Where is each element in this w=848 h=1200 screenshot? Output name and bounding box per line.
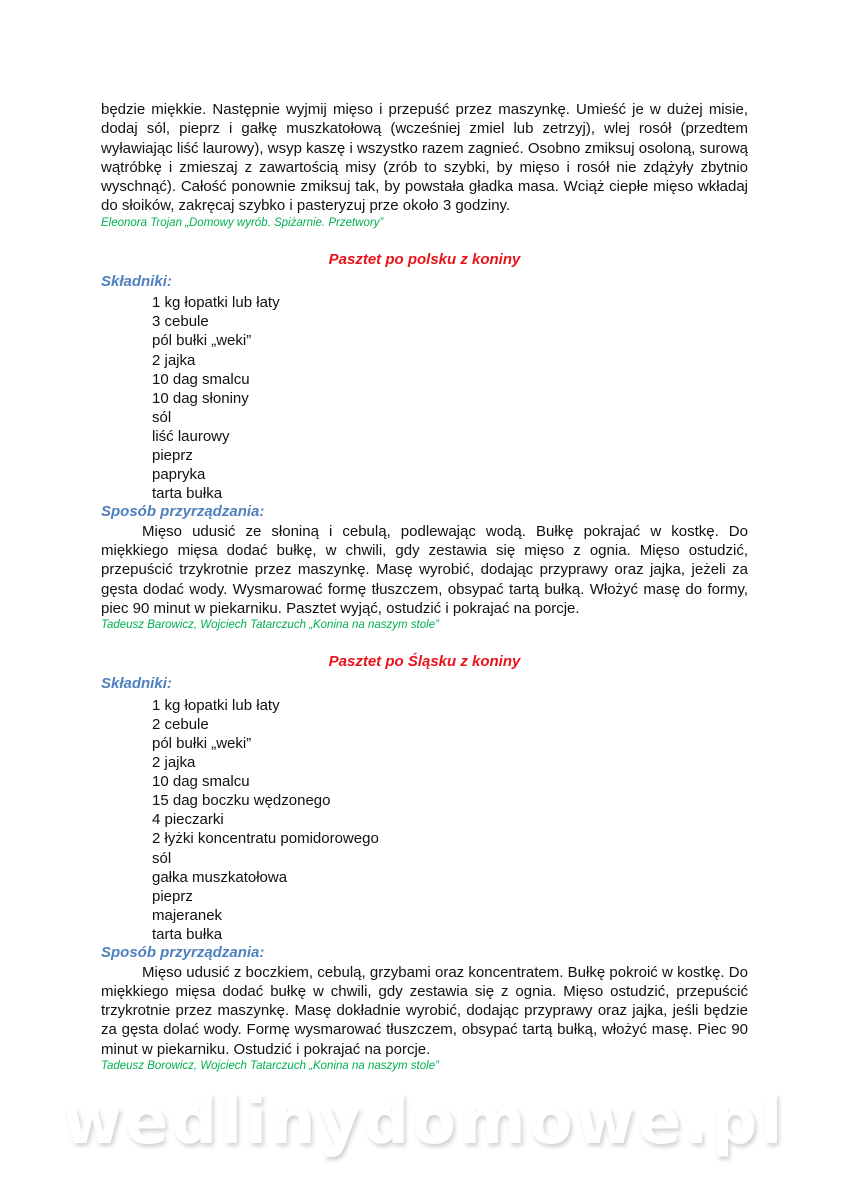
ingredient-item: 1 kg łopatki lub łaty xyxy=(152,696,280,714)
recipe-title: Pasztet po polsku z koniny xyxy=(328,250,521,268)
method-paragraph: Mięso udusić z boczkiem, cebulą, grzybami oraz koncentratem. Bułkę pokroić w kostkę. Do miękkiego mięsa dodać bułkę w chwili, gdy zestawia się z ognia. Mięso ostudzić, przepuścić trzykrotnie przez maszynkę. Masę dokładnie wyrobić, dodając przyprawy oraz jajka, jeśli będzie za gęsta dolać wody. Formę wysmarować tłuszczem, obsypać tartą bułką, włożyć masę. Piec 90 minut w piekarniku. Ostudzić i pokrajać na porcje. xyxy=(101,963,748,1058)
ingredient-item: pól bułki „weki” xyxy=(152,734,252,752)
recipe-citation: Tadeusz Borowicz, Wojciech Tatarczuch „Konina na naszym stole” xyxy=(101,1060,439,1072)
ingredient-item: 15 dag boczku wędzonego xyxy=(152,792,331,810)
ingredient-item: pieprz xyxy=(152,887,193,905)
recipe-polish xyxy=(101,250,748,633)
ingredient-item: 1 kg łopatki lub łaty xyxy=(152,294,280,312)
ingredient-item: 10 dag smalcu xyxy=(152,773,250,791)
ingredient-item: tarta bułka xyxy=(152,485,223,503)
recipe-citation: Tadeusz Barowicz, Wojciech Tatarczuch „Konina na naszym stole” xyxy=(101,619,439,632)
ingredient-item: 2 jajka xyxy=(152,351,196,369)
ingredient-item: gałka muszkatołowa xyxy=(152,868,288,886)
method-heading: Sposób przyrządzania: xyxy=(101,503,265,521)
ingredient-item: sól xyxy=(152,849,172,867)
ingredient-item: tarta bułka xyxy=(152,925,223,943)
ingredients-list xyxy=(101,293,748,503)
method-heading: Sposób przyrządzania: xyxy=(101,944,265,962)
ingredient-item: 2 cebule xyxy=(152,715,209,733)
intro-citation: Eleonora Trojan „Domowy wyrób. Spiżarnie. Przetwory” xyxy=(101,216,384,229)
ingredient-item: pieprz xyxy=(152,447,193,465)
method-paragraph: Mięso udusić ze słoniną i cebulą, podlewając wodą. Bułkę pokrajać w kostkę. Do miękkiego mięsa dodać bułkę, w chwili, gdy zestawia się mięso z ognia. Mięso ostudzić, przepuścić trzykrotnie przez maszynkę. Masę wyrobić, dodając przyprawy oraz jajka, jeżeli za gęsta dodać wody. Wysmarować formę tłuszczem, obsypać tartą bułką. Włożyć masę do formy, piec 90 minut w piekarniku. Pasztet wyjąć, ostudzić i pokrajać na porcje. xyxy=(101,522,748,617)
ingredient-item: 3 cebule xyxy=(152,313,209,331)
ingredient-item: liść laurowy xyxy=(152,427,230,445)
recipe-title: Pasztet po Śląsku z koniny xyxy=(328,653,521,671)
ingredient-item: 10 dag słoniny xyxy=(152,389,249,407)
ingredient-item: sól xyxy=(152,408,172,426)
recipe-silesian xyxy=(101,652,748,1073)
ingredient-item: papryka xyxy=(152,466,206,484)
ingredient-item: majeranek xyxy=(152,906,223,924)
ingredients-list xyxy=(101,696,748,944)
ingredient-item: 4 pieczarki xyxy=(152,811,224,829)
intro-paragraph: będzie miękkie. Następnie wyjmij mięso i przepuść przez maszynkę. Umieść je w dużej misie, dodaj sól, pieprz i gałkę muszkatołową (wcześniej zmiel lub zetrzyj), wlej rosół (przedtem wyławiając liść laurowy), wsyp kaszę i wszystko razem zagnieć. Osobno zmiksuj osoloną, surową wątróbkę i zmieszaj z zawartością misy (zrób to szybki, by mięso i rosół nie zdążyły zbytnio wyschnąć). Całość ponownie zmiksuj tak, by powstała gładka masa. Wciąż ciepłe mięso wkładaj do słoików, zakręcaj szybko i pasteryzuj prze około 3 godziny. xyxy=(101,101,748,215)
watermark: wedlinydomowe.pl xyxy=(62,1085,786,1159)
ingredients-heading: Składniki: xyxy=(101,675,172,693)
ingredient-item: 2 jajka xyxy=(152,754,196,772)
document-page xyxy=(101,100,748,1093)
ingredient-item: pól bułki „weki” xyxy=(152,332,252,350)
ingredient-item: 10 dag smalcu xyxy=(152,370,250,388)
ingredient-item: 2 łyżki koncentratu pomidorowego xyxy=(152,830,379,848)
ingredients-heading: Składniki: xyxy=(101,272,172,290)
